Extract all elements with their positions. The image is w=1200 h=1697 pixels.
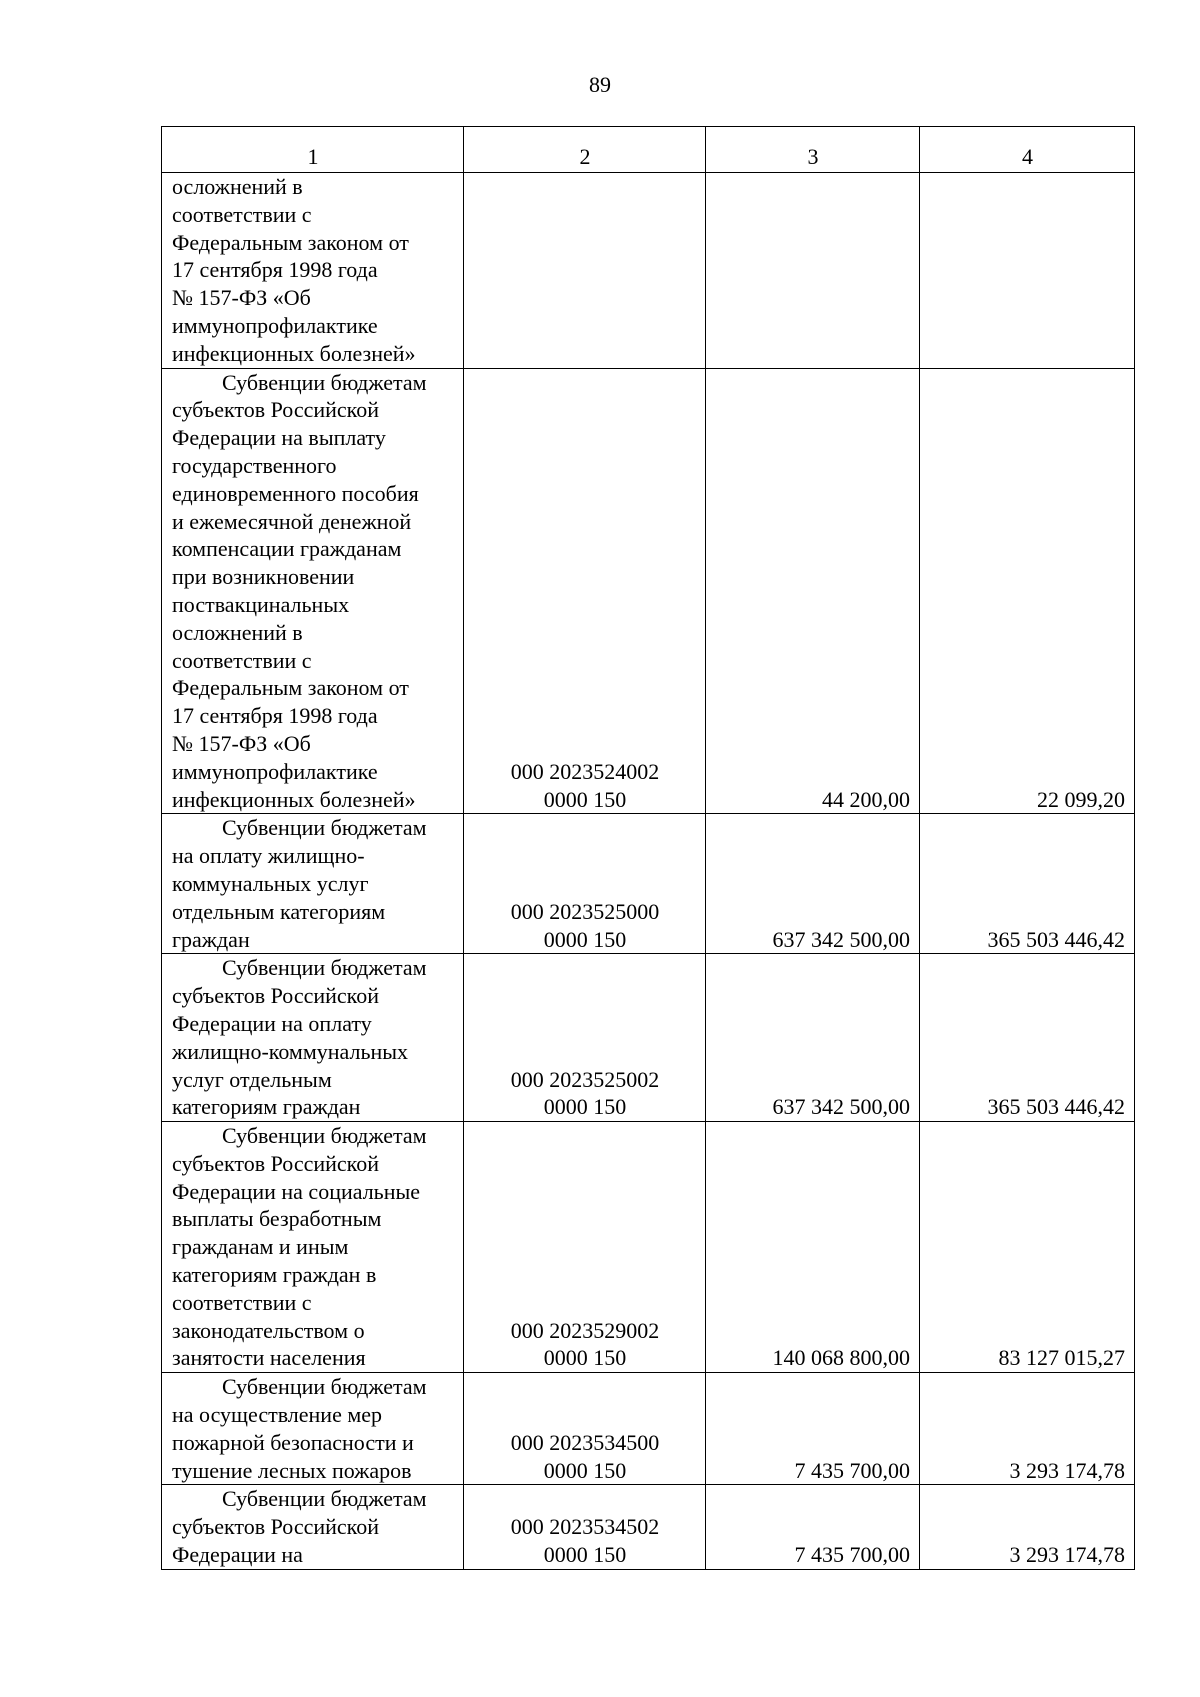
description-line: и ежемесячной денежной	[172, 508, 412, 534]
row-actual-amount: 3 293 174,78	[920, 1373, 1135, 1485]
description-line: на осуществление мер	[172, 1402, 383, 1428]
description-line: граждан	[172, 926, 250, 952]
description-line: субъектов Российской	[172, 397, 380, 423]
row-actual-amount: 3 293 174,78	[920, 1485, 1135, 1569]
description-line: единовременного пособия	[172, 480, 419, 506]
description-line: государственного	[172, 452, 337, 478]
row-planned-amount: 637 342 500,00	[706, 814, 920, 954]
budget-code-line: 0000 150	[543, 1542, 627, 1568]
description-line: 17 сентября 1998 года	[172, 703, 378, 729]
budget-code-line: 000 2023534500	[510, 1429, 660, 1455]
table-row	[162, 173, 1135, 369]
row-planned-amount	[706, 173, 920, 369]
row-budget-code	[464, 173, 706, 369]
table-row	[162, 814, 1135, 954]
description-line: Федеральным законом от	[172, 675, 409, 701]
description-line: № 157-ФЗ «Об	[172, 730, 311, 756]
header-col-3: 3	[706, 127, 920, 173]
budget-code-line: 000 2023529002	[510, 1317, 660, 1343]
description-line: субъектов Российской	[172, 1150, 380, 1176]
header-row	[162, 127, 1135, 173]
row-actual-amount	[920, 173, 1135, 369]
description-line: компенсации гражданам	[172, 536, 402, 562]
budget-code-line: 000 2023525000	[510, 898, 660, 924]
table-row	[162, 954, 1135, 1122]
description-line: выплаты безработным	[172, 1206, 382, 1232]
description-line: субъектов Российской	[172, 983, 380, 1009]
row-actual-amount: 83 127 015,27	[920, 1122, 1135, 1373]
row-budget-code	[464, 1373, 706, 1485]
row-actual-amount: 365 503 446,42	[920, 954, 1135, 1122]
description-line: 17 сентября 1998 года	[172, 257, 378, 283]
description-line: тушение лесных пожаров	[172, 1457, 412, 1483]
description-line: коммунальных услуг	[172, 870, 369, 896]
description-line: законодательством о	[172, 1317, 365, 1343]
description-line: услуг отдельным	[172, 1066, 332, 1092]
table-body	[162, 173, 1135, 1570]
row-description	[162, 1122, 464, 1373]
row-budget-code	[464, 954, 706, 1122]
description-line: Субвенции бюджетам	[222, 369, 427, 395]
header-col-1: 1	[162, 127, 464, 173]
description-line: гражданам и иным	[172, 1234, 349, 1260]
page-number: 89	[589, 72, 611, 97]
description-line: Федерации на выплату	[172, 425, 386, 451]
description-line: Федерации на	[172, 1542, 303, 1568]
row-planned-amount: 140 068 800,00	[706, 1122, 920, 1373]
description-line: Федеральным законом от	[172, 229, 409, 255]
table-row	[162, 1122, 1135, 1373]
row-description	[162, 1485, 464, 1569]
description-line: отдельным категориям	[172, 898, 386, 924]
row-budget-code	[464, 1485, 706, 1569]
description-line: Федерации на оплату	[172, 1010, 372, 1036]
budget-code-line: 0000 150	[543, 926, 627, 952]
header-col-4: 4	[920, 127, 1135, 173]
row-description	[162, 368, 464, 814]
description-line: иммунопрофилактике	[172, 758, 378, 784]
description-line: осложнений в	[172, 174, 303, 199]
description-line: Субвенции бюджетам	[222, 815, 427, 841]
row-planned-amount: 7 435 700,00	[706, 1485, 920, 1569]
description-line: соответствии с	[172, 1289, 312, 1315]
description-line: иммунопрофилактике	[172, 312, 378, 338]
description-line: категориям граждан	[172, 1094, 361, 1120]
budget-code-line: 000 2023524002	[510, 758, 660, 784]
description-line: занятости населения	[172, 1345, 366, 1371]
header-col-2: 2	[464, 127, 706, 173]
description-line: соответствии с	[172, 647, 312, 673]
description-line: Субвенции бюджетам	[222, 1123, 427, 1149]
table-row	[162, 368, 1135, 814]
row-description	[162, 814, 464, 954]
budget-code-line: 000 2023534502	[510, 1514, 660, 1540]
description-line: на оплату жилищно-	[172, 843, 365, 869]
description-line: субъектов Российской	[172, 1514, 380, 1540]
description-line: пожарной безопасности и	[172, 1429, 414, 1455]
row-budget-code	[464, 368, 706, 814]
description-line: Субвенции бюджетам	[222, 1374, 427, 1400]
row-budget-code	[464, 1122, 706, 1373]
budget-code-line: 0000 150	[543, 1094, 627, 1120]
budget-code-line: 0000 150	[543, 1457, 627, 1483]
row-budget-code	[464, 814, 706, 954]
description-line: поствакцинальных	[172, 591, 350, 617]
budget-code-line: 0000 150	[543, 1345, 627, 1371]
description-line: № 157-ФЗ «Об	[172, 285, 311, 311]
description-line: Субвенции бюджетам	[222, 955, 427, 981]
budget-table	[161, 126, 1135, 1570]
budget-code-line: 0000 150	[543, 786, 627, 812]
row-planned-amount: 637 342 500,00	[706, 954, 920, 1122]
row-description	[162, 954, 464, 1122]
description-line: жилищно-коммунальных	[172, 1038, 409, 1064]
description-line: Субвенции бюджетам	[222, 1486, 427, 1512]
description-line: инфекционных болезней»	[172, 340, 416, 366]
row-actual-amount: 22 099,20	[920, 368, 1135, 814]
row-actual-amount: 365 503 446,42	[920, 814, 1135, 954]
description-line: инфекционных болезней»	[172, 786, 416, 812]
row-planned-amount: 7 435 700,00	[706, 1373, 920, 1485]
description-line: осложнений в	[172, 619, 303, 645]
budget-code-line: 000 2023525002	[510, 1066, 660, 1092]
table-row	[162, 1373, 1135, 1485]
description-line: соответствии с	[172, 201, 312, 227]
row-planned-amount: 44 200,00	[706, 368, 920, 814]
table-row	[162, 1485, 1135, 1569]
description-line: Федерации на социальные	[172, 1178, 421, 1204]
row-description	[162, 173, 464, 369]
description-line: категориям граждан в	[172, 1262, 377, 1288]
row-description	[162, 1373, 464, 1485]
description-line: при возникновении	[172, 564, 355, 590]
